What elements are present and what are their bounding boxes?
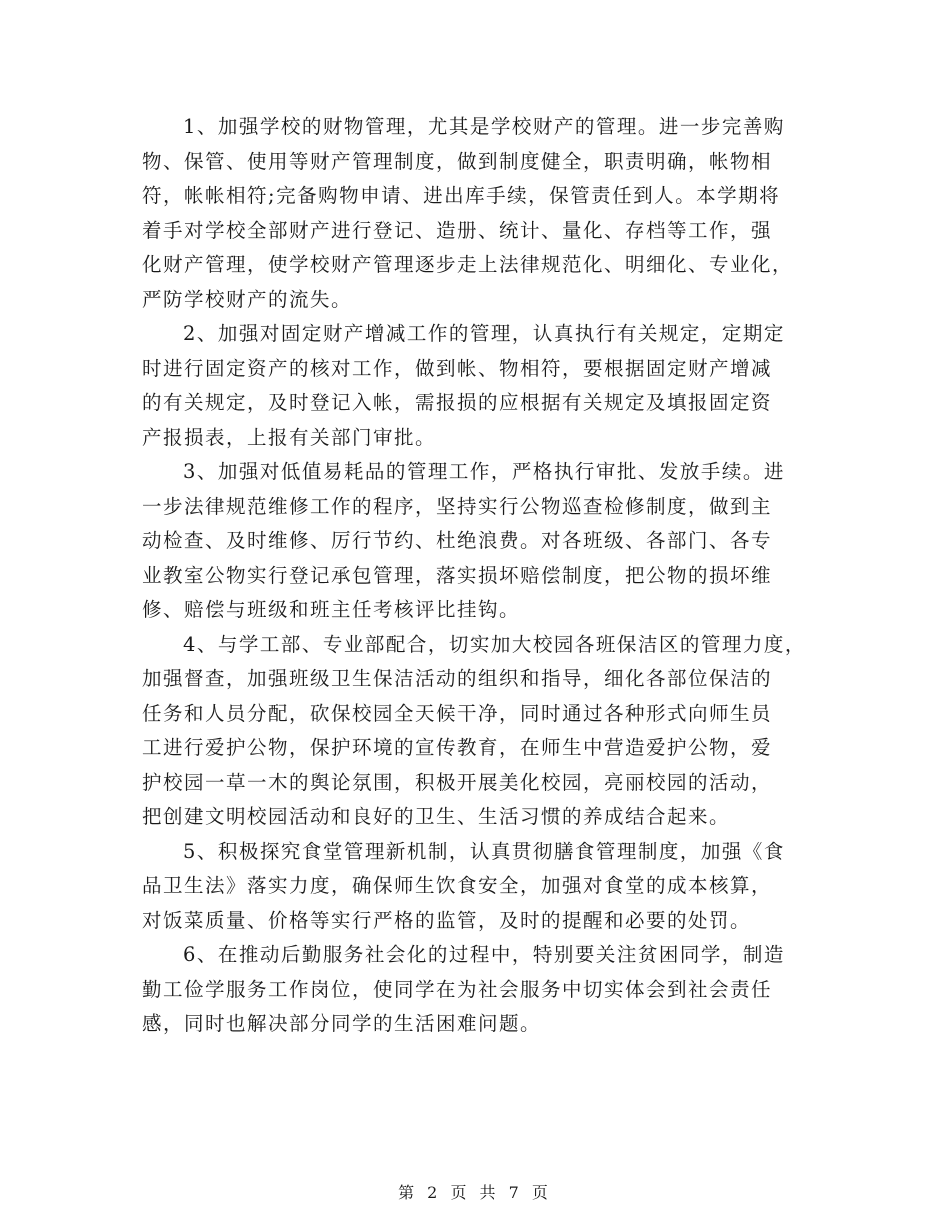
text-line: 化财产管理，使学校财产管理逐步走上法律规范化、明细化、专业化， — [142, 253, 794, 276]
text-line: 修、赔偿与班级和班主任考核评比挂钩。 — [142, 598, 521, 621]
text-line: 时进行固定资产的核对工作，做到帐、物相符，要根据固定财产增减 — [142, 356, 773, 380]
text-line: 品卫生法》落实力度，确保师生饮食安全，加强对食堂的成本核算， — [142, 874, 773, 897]
text-line: 一步法律规范维修工作的程序，坚持实行公物巡查检修制度，做到主 — [142, 494, 773, 518]
text-line: 工进行爱护公物，保护环境的宣传教育，在师生中营造爱护公物，爱 — [142, 736, 773, 759]
text-line: 着手对学校全部财产进行登记、造册、统计、量化、存档等工作，强 — [142, 218, 773, 242]
text-line: 物、保管、使用等财产管理制度，做到制度健全，职责明确，帐物相 — [142, 149, 773, 173]
text-line: 对饭菜质量、价格等实行严格的监管，及时的提醒和必要的处罚。 — [142, 908, 752, 932]
text-line: 勤工俭学服务工作岗位，使同学在为社会服务中切实体会到社会责任 — [142, 977, 773, 1001]
text-line: 动检查、及时维修、厉行节约、杜绝浪费。对各班级、各部门、各专 — [142, 529, 773, 552]
text-line: 5、积极探究食堂管理新机制，认真贯彻膳食管理制度，加强《食 — [183, 839, 785, 863]
text-line: 符，帐帐相符;完备购物申请、进出库手续，保管责任到人。本学期将 — [142, 184, 781, 207]
text-line: 2、加强对固定财产增减工作的管理，认真执行有关规定，定期定 — [183, 322, 785, 345]
text-line: 严防学校财产的流失。 — [142, 287, 353, 311]
text-line: 4、与学工部、专业部配合，切实加大校园各班保洁区的管理力度， — [183, 632, 806, 656]
text-line: 任务和人员分配，砍保校园全天候干净，同时通过各种形式向师生员 — [142, 701, 773, 725]
text-line: 的有关规定，及时登记入帐，需报损的应根据有关规定及填报固定资 — [142, 391, 773, 414]
text-line: 1、加强学校的财物管理，尤其是学校财产的管理。进一步完善购 — [183, 115, 785, 138]
document-body — [142, 110, 818, 1042]
text-line: 业教室公物实行登记承包管理，落实损坏赔偿制度，把公物的损坏维 — [142, 563, 773, 587]
text-line: 加强督查，加强班级卫生保洁活动的组织和指导，细化各部位保洁的 — [142, 667, 773, 690]
text-line: 产报损表，上报有关部门审批。 — [142, 425, 437, 449]
text-line: 3、加强对低值易耗品的管理工作，严格执行审批、发放手续。进 — [183, 460, 785, 483]
text-line: 6、在推动后勤服务社会化的过程中，特别要关注贫困同学，制造 — [183, 943, 785, 966]
text-line: 把创建文明校园活动和良好的卫生、生活习惯的养成结合起来。 — [142, 805, 731, 828]
page-footer: 第 2 页 共 7 页 — [398, 1183, 552, 1202]
text-line: 护校园一草一木的舆论氛围，积极开展美化校园，亮丽校园的活动， — [142, 770, 773, 794]
text-line: 感，同时也解决部分同学的生活困难问题。 — [142, 1012, 542, 1035]
